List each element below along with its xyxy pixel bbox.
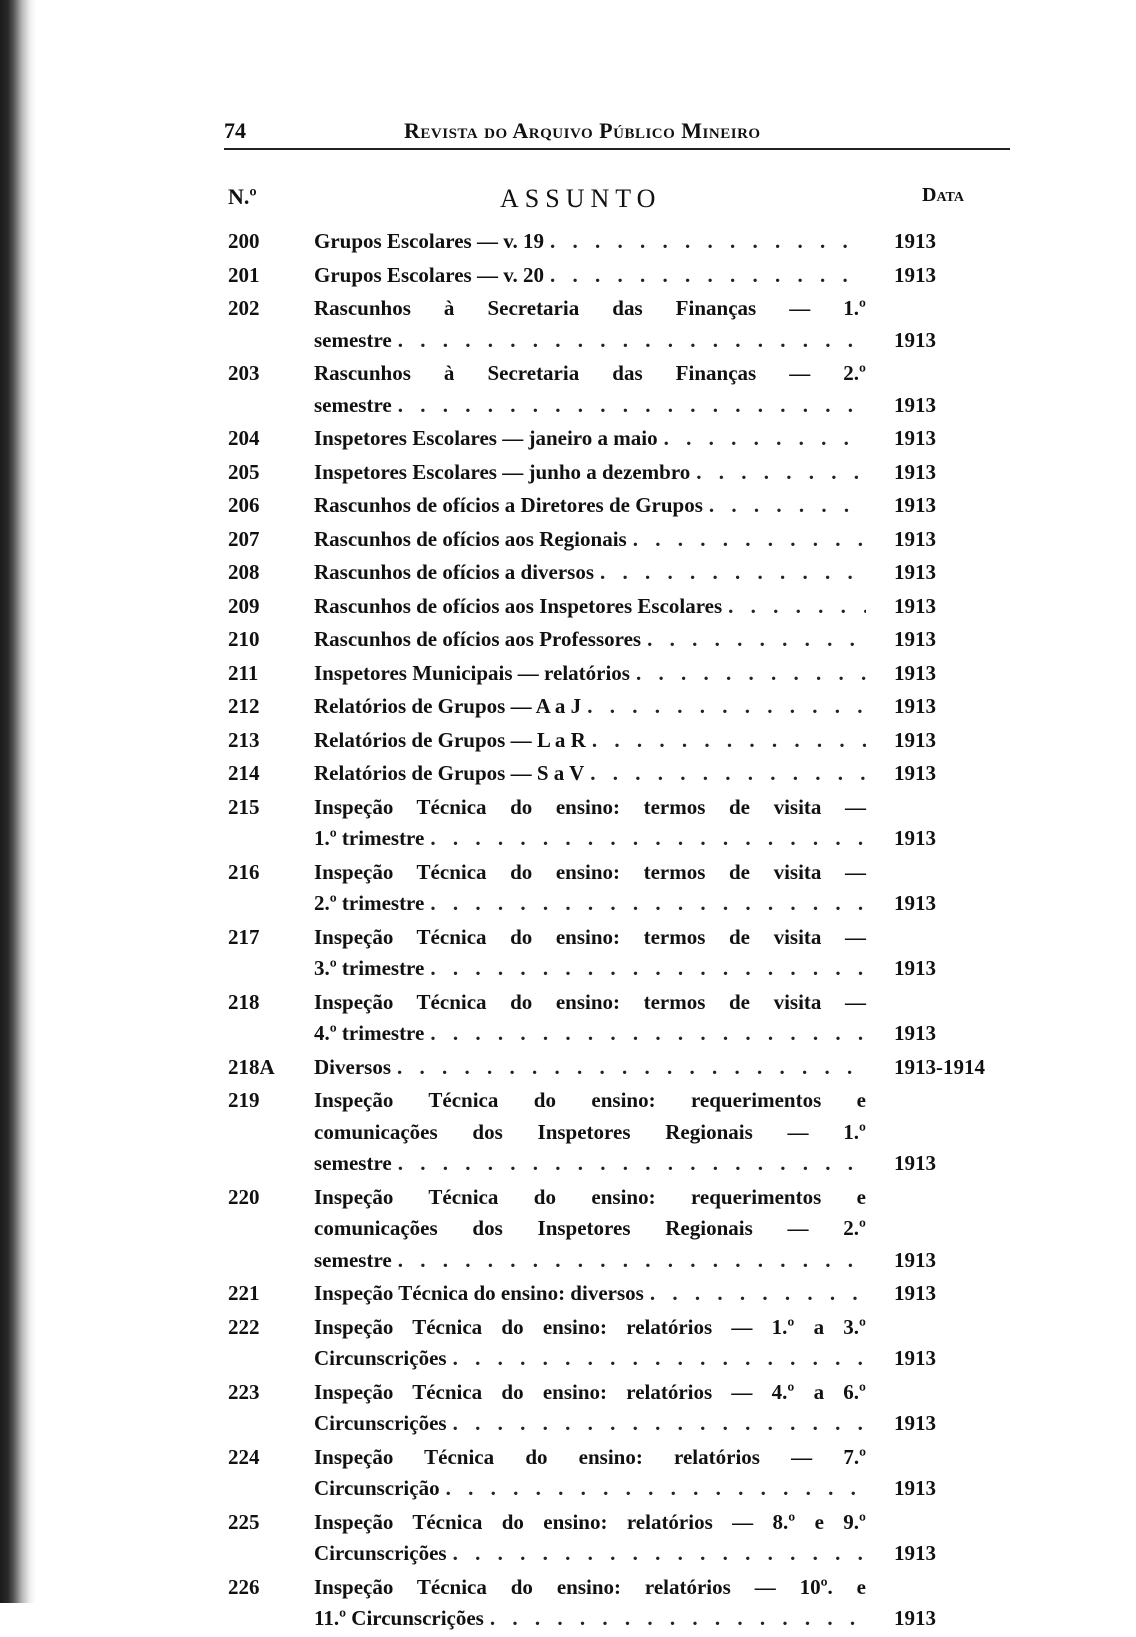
entry-date: 1913 [894, 1151, 936, 1175]
entry-subject-text: Relatórios de Grupos — L a R [314, 727, 586, 752]
entry-date-cell [866, 1442, 1018, 1505]
entry-subject-text: Rascunhos de ofícios aos Professores [314, 627, 642, 651]
entry-subject [314, 293, 866, 356]
entry-subject-text: comunicações dos Inspetores Regionais — 2.º [314, 1216, 866, 1240]
entry-number: 207 [228, 526, 260, 551]
entry-subject-text: Inspeção Técnica do ensino: relatórios — 7.º [314, 1444, 866, 1469]
entry-subject-text: Rascunhos de ofícios aos Regionais [314, 526, 627, 551]
dot-leader [728, 591, 866, 623]
table-row [228, 1312, 1018, 1375]
dot-leader [446, 1473, 866, 1505]
table-row [228, 922, 1018, 985]
entry-subject-line [314, 1572, 866, 1604]
dot-leader [453, 1538, 866, 1570]
entry-number: 202 [228, 296, 260, 320]
entry-date: 1913 [894, 1021, 936, 1045]
table-row [228, 1377, 1018, 1440]
entry-number: 226 [228, 1574, 260, 1599]
entry-subject-text: Inspeção Técnica do ensino: requerimentos e [314, 1088, 866, 1112]
entry-subject [314, 557, 866, 589]
table-row [228, 758, 1018, 790]
entry-number: 216 [228, 859, 260, 884]
entry-subject-text: Rascunhos de ofícios aos Inspetores Escolares [314, 593, 723, 618]
entry-date-cell [866, 557, 1018, 589]
entry-date-cell [866, 758, 1018, 790]
entry-number: 204 [228, 426, 260, 450]
table-row [228, 226, 1018, 258]
entry-subject [314, 358, 866, 421]
entry-subject-line [314, 325, 866, 357]
entry-subject-text: Diversos [314, 1054, 391, 1079]
entry-date: 1913 [894, 1606, 936, 1630]
entry-subject-text: Inspeção Técnica do ensino: requerimentos e [314, 1184, 866, 1209]
entry-number: 213 [228, 727, 260, 752]
entry-list [228, 226, 1018, 1637]
entry-subject-text: Inspeção Técnica do ensino: relatórios — 4.º a 6.º [314, 1379, 866, 1404]
entry-subject-line [314, 524, 866, 556]
dot-leader [592, 725, 866, 757]
entry-subject-text: Inspeção Técnica do ensino: relatórios — 8.º e 9.º [314, 1509, 866, 1534]
entry-subject-line [314, 1312, 866, 1344]
entry-date: 1913 [894, 1411, 936, 1435]
entry-subject-line [314, 1473, 866, 1505]
table-row [228, 490, 1018, 522]
entry-subject-text: 11.º Circunscrições [314, 1606, 484, 1630]
entry-subject-line [314, 591, 866, 623]
dot-leader [664, 423, 866, 455]
entry-subject [314, 725, 866, 757]
entry-subject-text: Rascunhos à Secretaria das Finanças — 1.º [314, 296, 866, 320]
entry-date-cell [866, 1085, 1018, 1180]
entry-subject-text: Inspetores Escolares — janeiro a maio [314, 426, 658, 450]
entry-date: 1913 [894, 660, 936, 685]
table-row [228, 1507, 1018, 1570]
entry-date: 1913 [894, 493, 936, 517]
entry-subject-line [314, 691, 866, 723]
entry-date-cell [866, 591, 1018, 623]
entry-subject-text: semestre [314, 327, 392, 352]
entry-subject-line [314, 358, 866, 390]
entry-date-cell [866, 987, 1018, 1050]
entry-subject-line [314, 293, 866, 325]
entry-date: 1913 [894, 426, 936, 450]
entry-subject [314, 658, 866, 690]
entry-date: 1913 [894, 392, 936, 417]
dot-leader [633, 524, 866, 556]
entry-subject-line [314, 987, 866, 1019]
entry-subject-text: Grupos Escolares — v. 20 [314, 262, 545, 287]
entry-subject-text: semestre [314, 1247, 392, 1272]
table-row [228, 1572, 1018, 1635]
entry-subject-line [314, 390, 866, 422]
dot-leader [590, 758, 866, 790]
entry-subject-line [314, 557, 866, 589]
entry-subject [314, 591, 866, 623]
entry-subject-text: Circunscrições [314, 1541, 447, 1565]
entry-subject [314, 987, 866, 1050]
entry-subject-line [314, 922, 866, 954]
entry-date-cell [866, 457, 1018, 489]
entry-date-cell [866, 624, 1018, 656]
entry-subject-line [314, 1442, 866, 1474]
entry-date-cell [866, 260, 1018, 292]
entry-subject-line [314, 1538, 866, 1570]
table-row [228, 293, 1018, 356]
entry-date-cell [866, 691, 1018, 723]
entry-subject-text: Inspeção Técnica do ensino: termos de visita — [314, 989, 866, 1014]
entry-subject-text: comunicações dos Inspetores Regionais — 1.º [314, 1119, 866, 1144]
entry-subject [314, 758, 866, 790]
entry-subject [314, 857, 866, 920]
entry-subject-text: Inspeção Técnica do ensino: termos de visita — [314, 924, 866, 949]
entry-date-cell [866, 658, 1018, 690]
entry-subject [314, 691, 866, 723]
entry-subject-text: Rascunhos de ofícios a diversos [314, 560, 595, 584]
entry-date-cell [866, 423, 1018, 455]
entry-number: 218 [228, 989, 260, 1014]
entry-subject [314, 457, 866, 489]
entry-subject [314, 1442, 866, 1505]
entry-date: 1913 [894, 1346, 936, 1370]
entry-subject-line [314, 1052, 866, 1084]
entry-subject-line [314, 792, 866, 824]
entry-date: 1913 [894, 727, 936, 752]
dot-leader [430, 1018, 866, 1050]
entry-subject [314, 1278, 866, 1310]
entry-number: 221 [228, 1281, 260, 1305]
table-row [228, 524, 1018, 556]
entry-date-cell [866, 293, 1018, 356]
entry-date-cell [866, 1278, 1018, 1310]
entry-subject-line [314, 1245, 866, 1277]
entry-date: 1913 [894, 1476, 936, 1500]
entry-date: 1913 [894, 1541, 936, 1565]
entry-subject [314, 792, 866, 855]
entry-subject-line [314, 857, 866, 889]
entry-subject-text: Inspetores Municipais — relatórios [314, 660, 630, 685]
entry-subject-line [314, 725, 866, 757]
entry-subject-text: 2.º trimestre [314, 891, 425, 915]
entry-subject-line [314, 1408, 866, 1440]
entry-subject [314, 260, 866, 292]
table-row [228, 1085, 1018, 1180]
entry-subject [314, 1312, 866, 1375]
entry-subject-line [314, 953, 866, 985]
entry-date: 1913 [894, 891, 936, 915]
entry-date: 1913 [894, 761, 936, 785]
entry-date: 1913 [894, 229, 936, 253]
dot-leader [453, 1343, 866, 1375]
entry-number: 217 [228, 924, 260, 949]
entry-subject-line [314, 490, 866, 522]
entry-date: 1913 [894, 1281, 936, 1305]
dot-leader [397, 1052, 866, 1084]
entry-date-cell [866, 490, 1018, 522]
entry-number: 223 [228, 1379, 260, 1404]
entry-number: 211 [228, 660, 259, 685]
entry-subject-line [314, 1117, 866, 1149]
book-spine-shadow [0, 0, 36, 1603]
entry-date: 1913 [894, 526, 936, 551]
entry-date: 1913-1914 [894, 1054, 985, 1079]
entry-subject [314, 1572, 866, 1635]
entry-subject-text: 4.º trimestre [314, 1021, 425, 1045]
entry-subject-line [314, 1343, 866, 1375]
entry-subject-line [314, 888, 866, 920]
entry-subject-line [314, 1377, 866, 1409]
entry-date-cell [866, 1572, 1018, 1635]
dot-leader [430, 888, 866, 920]
entry-subject-text: Rascunhos à Secretaria das Finanças — 2.º [314, 361, 866, 385]
table-row [228, 1052, 1018, 1084]
entry-subject [314, 922, 866, 985]
entry-subject-text: Inspeção Técnica do ensino: relatórios — 10º. e [314, 1574, 866, 1599]
entry-subject-line [314, 1213, 866, 1245]
entry-number: 219 [228, 1088, 260, 1112]
entry-date-cell [866, 922, 1018, 985]
dot-leader [398, 390, 866, 422]
entry-subject-text: Inspeção Técnica do ensino: termos de visita — [314, 859, 866, 884]
entry-date: 1913 [894, 459, 936, 484]
entry-number: 215 [228, 794, 260, 819]
entry-subject [314, 423, 866, 455]
dot-leader [550, 226, 866, 258]
column-header-date: Data [922, 184, 964, 206]
entry-date: 1913 [894, 694, 936, 718]
entry-subject-text: Rascunhos de ofícios a Diretores de Grupos [314, 493, 703, 517]
table-row [228, 358, 1018, 421]
entry-number: 201 [228, 262, 260, 287]
entry-subject [314, 1377, 866, 1440]
entry-date: 1913 [894, 1247, 936, 1272]
entry-date-cell [866, 1377, 1018, 1440]
entry-subject-text: semestre [314, 392, 392, 417]
table-row [228, 624, 1018, 656]
table-row [228, 423, 1018, 455]
table-row [228, 792, 1018, 855]
entry-subject-line [314, 226, 866, 258]
entry-subject-line [314, 423, 866, 455]
entry-subject-line [314, 1148, 866, 1180]
dot-leader [398, 1148, 866, 1180]
entry-date: 1913 [894, 956, 936, 980]
entry-date: 1913 [894, 560, 936, 584]
entry-subject [314, 1182, 866, 1277]
entry-date-cell [866, 857, 1018, 920]
entry-subject-text: 3.º trimestre [314, 956, 425, 980]
table-row [228, 1442, 1018, 1505]
entry-number: 220 [228, 1184, 260, 1209]
entry-subject [314, 1085, 866, 1180]
entry-subject [314, 1052, 866, 1084]
entry-subject-line [314, 758, 866, 790]
entry-subject-text: 1.º trimestre [314, 826, 425, 850]
entry-date-cell [866, 725, 1018, 757]
table-row [228, 691, 1018, 723]
table-row [228, 658, 1018, 690]
entry-date-cell [866, 524, 1018, 556]
dot-leader [696, 457, 866, 489]
entry-date-cell [866, 1312, 1018, 1375]
entry-number: 209 [228, 593, 260, 618]
dot-leader [398, 1245, 866, 1277]
entry-date: 1913 [894, 826, 936, 850]
entry-subject-line [314, 1085, 866, 1117]
entry-number: 212 [228, 694, 260, 718]
entry-number: 205 [228, 459, 260, 484]
entry-subject-line [314, 1182, 866, 1214]
entry-subject-text: Relatórios de Grupos — S a V [314, 761, 585, 785]
page-header [224, 112, 1010, 150]
entry-date: 1913 [894, 593, 936, 618]
dot-leader [636, 658, 866, 690]
entry-subject-line [314, 457, 866, 489]
entry-subject [314, 1507, 866, 1570]
entry-number: 222 [228, 1314, 260, 1339]
entry-subject-line [314, 658, 866, 690]
entry-subject-text: Circunscrições [314, 1411, 447, 1435]
table-row [228, 857, 1018, 920]
entry-date-cell [866, 1182, 1018, 1277]
column-header-subject: ASSUNTO [500, 184, 662, 213]
dot-leader [600, 557, 866, 589]
entry-subject-text: Relatórios de Grupos — A a J [314, 694, 582, 718]
entry-number: 210 [228, 627, 260, 651]
table-row [228, 457, 1018, 489]
table-row [228, 987, 1018, 1050]
entry-subject [314, 624, 866, 656]
entry-date-cell [866, 358, 1018, 421]
dot-leader [453, 1408, 866, 1440]
entry-subject-line [314, 823, 866, 855]
entry-subject-line [314, 260, 866, 292]
table-row [228, 591, 1018, 623]
dot-leader [490, 1603, 866, 1635]
entry-subject-line [314, 624, 866, 656]
entry-subject-line [314, 1603, 866, 1635]
entry-date-cell [866, 1052, 1018, 1084]
dot-leader [430, 953, 866, 985]
dot-leader [650, 1278, 866, 1310]
entry-subject-line [314, 1018, 866, 1050]
running-title: Revista do Arquivo Público Mineiro [404, 118, 761, 143]
entry-date-cell [866, 226, 1018, 258]
dot-leader [709, 490, 866, 522]
entry-number: 214 [228, 761, 260, 785]
table-row [228, 725, 1018, 757]
entry-subject-text: Circunscrições [314, 1346, 447, 1370]
entry-subject-text: Inspetores Escolares — junho a dezembro [314, 459, 691, 484]
dot-leader [550, 260, 866, 292]
table-row [228, 557, 1018, 589]
entry-subject-line [314, 1278, 866, 1310]
table-row [228, 1182, 1018, 1277]
table-row [228, 260, 1018, 292]
entry-subject-text: Inspeção Técnica do ensino: diversos [314, 1281, 644, 1305]
entry-date: 1913 [894, 627, 936, 651]
entry-subject [314, 524, 866, 556]
entry-number: 200 [228, 229, 260, 253]
page-number: 74 [224, 118, 246, 143]
entry-subject-text: Grupos Escolares — v. 19 [314, 229, 545, 253]
entry-date-cell [866, 792, 1018, 855]
entry-subject-text: Inspeção Técnica do ensino: termos de visita — [314, 794, 866, 819]
entry-subject [314, 226, 866, 258]
dot-leader [430, 823, 866, 855]
entry-number: 206 [228, 493, 260, 517]
entry-subject-text: semestre [314, 1151, 392, 1175]
dot-leader [587, 691, 866, 723]
entry-date: 1913 [894, 327, 936, 352]
entry-date: 1913 [894, 262, 936, 287]
entry-date-cell [866, 1507, 1018, 1570]
entry-number: 224 [228, 1444, 260, 1469]
dot-leader [398, 325, 866, 357]
dot-leader [647, 624, 866, 656]
entry-subject-text: Circunscrição [314, 1476, 440, 1500]
table-row [228, 1278, 1018, 1310]
entry-subject-line [314, 1507, 866, 1539]
entry-number: 203 [228, 361, 260, 385]
entry-number: 218A [228, 1054, 275, 1079]
entry-number: 225 [228, 1509, 260, 1534]
entry-subject-text: Inspeção Técnica do ensino: relatórios — 1.º a 3.º [314, 1314, 866, 1339]
entry-number: 208 [228, 560, 260, 584]
column-header-number: N.º [228, 184, 257, 209]
entry-subject [314, 490, 866, 522]
